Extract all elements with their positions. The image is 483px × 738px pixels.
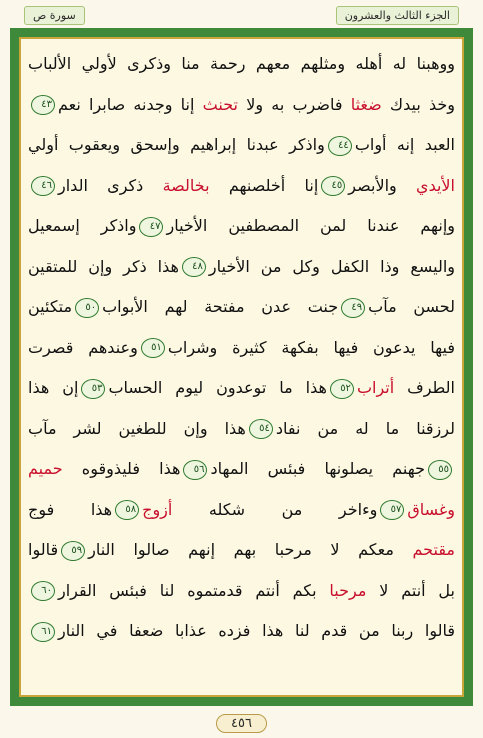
verse-text: الطرف [394,378,455,397]
verse-text: متكئين [28,297,73,316]
ayah-number-marker: ٥٦ [183,460,207,480]
verse-text: واذكر عبدنا إبراهيم وإسحق ويعقوب أولي [28,135,325,154]
highlighted-word: ضغثا [350,94,382,114]
text-line [24,611,459,652]
text-line [24,125,459,166]
highlighted-word: وغساق [407,499,456,519]
ayah-number-marker: ٤٩ [341,298,365,318]
ayah-number-marker: ٥٩ [61,541,85,561]
page-number: ٤٥٦ [216,714,267,733]
text-line [24,44,459,85]
ayah-number-marker: ٥٥ [428,460,452,480]
highlighted-word: مرحبا [329,580,367,600]
verse-text: هذا ما توعدون ليوم الحساب [108,378,327,397]
ayah-number-marker: ٤٧ [139,217,163,237]
text-line [24,530,459,571]
ayah-number-marker: ٥٢ [330,379,354,399]
page-header [18,4,465,26]
text-line [24,328,459,369]
text-line [24,490,459,531]
ayah-number-marker: ٦٠ [31,581,55,601]
ayah-number-marker: ٥١ [141,338,165,358]
verse-text: جهنم يصلونها فبئس المهاد [210,459,425,478]
verse-text: بكم أنتم قدمتموه لنا فبئس القرار [58,580,330,600]
verse-text: لحسن مآب [368,297,456,316]
verse-text: هذا وإن للطغين لشر مآب [28,418,246,438]
ayah-number-marker: ٦١ [31,622,55,642]
ayah-number-marker: ٤٤ [328,136,352,156]
ayah-number-marker: ٥٤ [249,419,273,439]
ayah-number-marker: ٤٥ [321,176,345,196]
verse-text: العبد إنه أواب [354,135,456,154]
verse-text: هذا فوج [28,499,113,519]
highlighted-word: بخالصة [162,175,210,195]
text-line [24,206,459,247]
text-line [24,85,459,126]
verse-text: ووهبنا له أهله ومثلهم معهم رحمة منا وذكرى لأولي الألباب [28,54,455,73]
verse-text: هذا فليذوقوه [62,459,181,478]
ayah-number-marker: ٥٧ [380,500,404,520]
verse-text: واليسع وذا الكفل وكل من الأخيار [208,256,455,276]
verse-text: وعندهم قصرت [28,337,138,357]
text-line [24,449,459,490]
verse-text: وإنهم عندنا لمن المصطفين الأخيار [166,216,455,235]
verse-text: إنا وجدنه صابرا نعم [58,94,203,114]
verse-text: جنت عدن مفتحة لهم الأبواب [102,297,339,316]
verse-text: ذكرى الدار [58,175,163,195]
ayah-number-marker: ٥٨ [115,500,139,520]
text-line [24,409,459,450]
verse-text: قالوا ربنا من قدم لنا هذا فزده عذابا ضعفا في النار [58,621,455,640]
ayah-number-marker: ٤٦ [31,176,55,196]
highlighted-word: الأيدي [416,175,455,195]
verse-text: بل أنتم لا [366,580,455,600]
verse-text: لرزقنا ما له من نفاد [275,418,455,438]
ayah-number-marker: ٥٣ [81,379,105,399]
highlighted-word: أزوج [142,499,173,519]
ayah-number-marker: ٥٠ [75,298,99,318]
highlighted-word: حميم [28,459,63,478]
ayah-number-marker: ٤٨ [182,257,206,277]
verse-text: إن هذا [28,378,79,397]
verse-text: معكم لا مرحبا بهم إنهم صالوا النار [88,540,413,559]
text-line [24,247,459,288]
quran-text-area [24,44,459,692]
verse-text: وخذ بيدك [381,94,455,114]
verse-text: فيها يدعون فيها بفكهة كثيرة وشراب [167,337,455,357]
juz-label: الجزء الثالث والعشرون [336,6,459,25]
text-line [24,166,459,207]
highlighted-word: تحنث [202,94,238,114]
verse-text: فاضرب به ولا [237,94,351,114]
text-line [24,571,459,612]
verse-text: والأبصر [348,175,417,195]
verse-text: وءاخر من شكله [172,499,378,519]
text-line [24,368,459,409]
highlighted-word: أتراب [356,378,395,397]
highlighted-word: مقتحم [412,540,455,559]
surah-label: سورة ص [24,6,85,25]
verse-text: واذكر إسمعيل [28,216,137,235]
ayah-number-marker: ٤٣ [31,95,55,115]
verse-text: إنا أخلصنهم [209,175,319,195]
verse-text: قالوا [28,540,59,559]
verse-text: هذا ذكر وإن للمتقين [28,256,179,276]
page-footer [0,712,483,734]
text-line [24,287,459,328]
